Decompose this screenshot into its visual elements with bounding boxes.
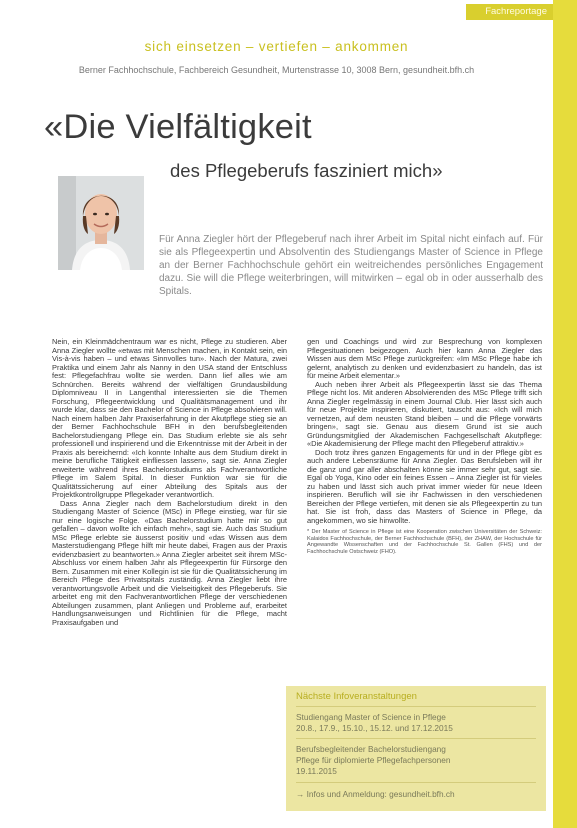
body-paragraph: gen und Coachings und wird zur Besprechung von komplexen Pflegesituationen beigezogen. Auch hier kann Anna Ziegler das Wissen aus dem MSc Pflege zurückgreifen: «Im MSc Pflege habe ich gelernt, analytisch zu denken und evidenzbasiert zu handeln, das ist für meine Arbeit elementar.»: [307, 338, 542, 380]
info-separator: [296, 738, 536, 739]
publisher-line: Berner Fachhochschule, Fachbereich Gesundheit, Murtenstrasse 10, 3008 Bern, gesundheit.bfh.ch: [78, 65, 475, 75]
registration-link[interactable]: → Infos und Anmeldung: gesundheit.bfh.ch: [296, 789, 455, 799]
body-paragraph: Dass Anna Ziegler nach dem Bachelorstudium direkt in den Studiengang Master of Science (MSc) in Pflege einstieg, war für sie nur eine logische Folge. «Das Bachelorstudium hatte mir so gut gefallen – davon wollte ich einfach mehr», sagt sie. Auch das Studium MSc Pflege erlebte sie äusserst positiv und «das Wissen aus dem Masterstudiengang Pflege hilft mir heute dabei, Fragen aus der Praxis evidenzbasiert zu beantworten.» Anna Ziegler arbeitet seit ihrem MSc-Abschluss vor einem halben Jahr als Pflegeexpertin für Fürsorge den Bern. Zusammen mit einer Kollegin ist sie für die Qualitätssicherung im Bereich Pflege des Privatspitals zuständig. Anna Ziegler liebt ihre verantwortungsvolle Arbeit und die Vielseitigkeit des Pflegeberufs. Sie arbeitet eng mit den Fachverantwortlichen Pflege der verschiedenen Abteilungen zusammen, plant Anliegen und Probleme auf, erarbeitet Handlungsanweisungen und Richtlinien für die Pflege, macht Praxisaufgaben und: [52, 498, 287, 627]
event-2-name-line-1: Berufsbegleitender Bachelorstudiengang: [296, 744, 446, 754]
event-1-name: Studiengang Master of Science in Pflege: [296, 712, 446, 722]
article-column-left: [52, 338, 287, 627]
portrait-image: [58, 176, 144, 270]
tagline: sich einsetzen – vertiefen – ankommen: [144, 39, 409, 54]
body-paragraph: Auch neben ihrer Arbeit als Pflegeexpertin lässt sie das Thema Pflege nicht los. Mit anderen Absolvierenden des MSc Pflege trifft sich Anna Ziegler regelmässig in einem Journal Club. Hier lässt sich auch für neue Projekte inspirieren, diskutiert, tauscht aus: «Ich will mich vernetzen, auf dem neusten Stand bleiben – und die Pflege vorwärts bringen», sagt sie. Genau aus diesem Grund ist sie auch Gründungsmitglied der Akademischen Fachgesellschaft Akutpflege: «Die Akademisierung der Pflege macht den Pflegeberuf attraktiv.»: [307, 379, 542, 448]
right-accent-bar: [553, 0, 577, 828]
event-2-name-line-2: Pflege für diplomierte Pflegefachpersonen: [296, 755, 451, 765]
event-2-date: 19.11.2015: [296, 766, 337, 776]
info-events-box: [286, 686, 546, 811]
section-tag: Fachreportage: [466, 4, 553, 20]
body-paragraph: Nein, ein Kleinmädchentraum war es nicht, Pflege zu studieren. Aber Anna Ziegler wollte «etwas mit Menschen machen, in Kontakt sein, ein Vis-à-vis haben – und etwas Sinnvolles tun». Nach der Matura, zwei Praktika und einem Jahr als Nanny in den USA stand der Entschluss fest: Pflegefachfrau wollte sie werden. Dann lief alles wie am Schnürchen. Bereits während der vielfältigen Grundausbildung Diplomniveau II in Langenthal interessierten sie die Themen Forschung, Pflegeentwicklung und Qualitätsmanagement und ihr wurde klar, dass sie den Bachelor of Science in Pflege absolvieren will. Nach einem halben Jahr Praxiserfahrung in der Akutpflege stieg sie an der Berner Fachhochschule BFH in den berufsbegleitenden Bachelorstudiengang Pflege ein. Das Studium erlebte sie als sehr professionell und inspirierend und die Erkenntnisse mit der Arbeit in der Praxis als bereichernd: «Ich konnte Inhalte aus dem Studium direkt in meine berufliche Tätigkeit einfliessen lassen», sagt sie. Anna Ziegler erweiterte während ihres Bachelorstudiums als Fachverantwortliche Pflege im Salem Spital. In dieser Funktion war sie für die Qualitätssicherung auf einer Abteilung des Spitals aus der Projektkontrollgruppe Pflegekader verantwortlich.: [52, 338, 287, 499]
headline-line-2: des Pflegeberufs fasziniert mich»: [170, 160, 443, 181]
info-box-title: Nächste Infoveranstaltungen: [296, 691, 417, 702]
info-separator: [296, 782, 536, 783]
body-paragraph: Doch trotz ihres ganzen Engagements für und in der Pflege gibt es auch andere Lebensräume für Anna Ziegler. Das Berufsleben will ihr die ganz und gar aller abschalten könne sie immer sehr gut, sagt sie. Egal ob Yoga, Kino oder ein feines Essen – Anna Ziegler ist für vieles zu haben und lässt sich auch privat immer wieder für neue Ideen inspirieren. Beruflich will sie ihr Fachwissen in den verschiedenen Bereichen der Pflege vertiefen, mit denen sie als Pflegeexpertin zu tun hat. Sie ist froh, dass das Masters of Science in Pflege, da angekommen, wo sie hinwollte.: [307, 447, 542, 525]
footnote: * Der Master of Science in Pflege ist eine Kooperation zwischen Universitäten der Schweiz: Kalaidos Fachhochschule, der Berner Fachhochschule (BFH), der ZHAW, der Hochschule für Angewandte Wissenschaften und der Fachhochschule St. Gallen (FHS) und der Fachhochschule Ostschweiz (FHO).: [307, 529, 542, 555]
lead-paragraph: Für Anna Ziegler hört der Pflegeberuf nach ihrer Arbeit im Spital nicht einfach auf. Für sie als Pflegeexpertin und Absolventin des Studiengangs Master of Science in Pflege an der Berner Fachhochschule gehört ein weitreichendes persönliches Engagement dazu. Sie will die Pflege weiterbringen, will mitwirken – egal ob in oder ausserhalb des Spitals.: [159, 234, 543, 297]
portrait-photo: [58, 176, 144, 270]
event-1-dates: 20.8., 17.9., 15.10., 15.12. und 17.12.2015: [296, 723, 453, 733]
article-column-right: [307, 338, 542, 555]
info-separator: [296, 706, 536, 707]
headline-line-1: «Die Vielfältigkeit: [44, 108, 312, 146]
